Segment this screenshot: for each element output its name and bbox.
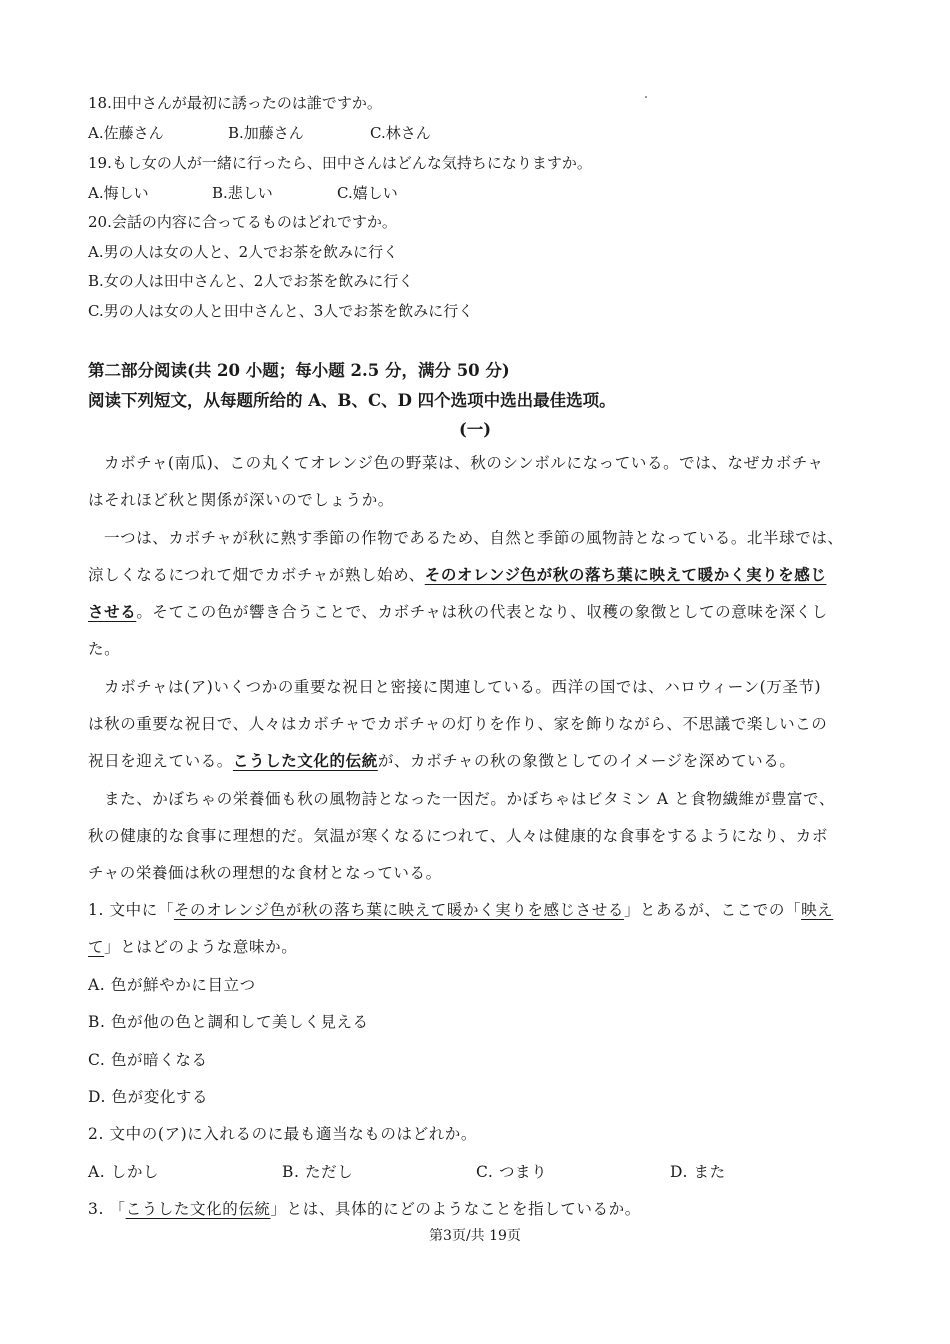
passage-p1-line2: はそれほど秋と関係が深いのでしょうか。 bbox=[88, 491, 394, 509]
rq3-stem: 3. 「こうした文化的伝統」とは、具体的にどのようなことを指しているか。 bbox=[88, 1200, 641, 1218]
passage-p3-line1: カボチャは(ア)いくつかの重要な祝日と密接に関連している。西洋の国では、ハロウィーン(万圣节) bbox=[104, 678, 822, 696]
passage-p1-line1: カボチャ(南瓜)、この丸くてオレンジ色の野菜は、秋のシンボルになっている。では、なぜカボチャ bbox=[104, 454, 824, 472]
passage-p2-line3: させる。そてこの色が響き合うことで、カボチャは秋の代表となり、収穫の象徴としての意味を深くし bbox=[88, 602, 828, 621]
q20-option-a: A.男の人は女の人と、2人でお茶を飲みに行く bbox=[88, 243, 399, 261]
passage-p3-line2: は秋の重要な祝日で、人々はカボチャでカボチャの灯りを作り、家を飾りながら、不思議で楽しいこの bbox=[88, 715, 828, 733]
rq1-option-c: C. 色が暗くなる bbox=[88, 1051, 208, 1069]
q20-option-c: C.男の人は女の人と田中さんと、3人でお茶を飲みに行く bbox=[88, 302, 474, 320]
q19-option-a: A.悔しい bbox=[88, 184, 149, 202]
rq2-option-b: B. ただし bbox=[282, 1163, 354, 1181]
q19-option-c: C.嬉しい bbox=[337, 184, 398, 202]
q18-option-c: C.林さん bbox=[370, 124, 431, 142]
q19-stem: 19.もし女の人が一緒に行ったら、田中さんはどんな気持ちになりますか。 bbox=[88, 154, 592, 172]
page-footer: 第3页/共 19页 bbox=[429, 1228, 521, 1244]
rq1-option-b: B. 色が他の色と調和して美しく見える bbox=[88, 1013, 369, 1031]
q20-stem: 20.会話の内容に合ってるものはどれですか。 bbox=[88, 213, 397, 231]
passage-number: (一) bbox=[458, 420, 492, 439]
rq2-stem: 2. 文中の(ア)に入れるのに最も適当なものはどれか。 bbox=[88, 1125, 478, 1143]
rq2-option-d: D. また bbox=[670, 1163, 726, 1181]
q18-option-a: A.佐藤さん bbox=[88, 124, 164, 142]
q18-stem: 18.田中さんが最初に誘ったのは誰ですか。 bbox=[88, 94, 382, 112]
rq2-option-c: C. つまり bbox=[476, 1163, 548, 1181]
rq2-option-a: A. しかし bbox=[88, 1163, 160, 1181]
passage-p2-line2: 涼しくなるにつれて畑でカボチャが熟し始め、そのオレンジ色が秋の落ち葉に映えて暖かく実りを感じ bbox=[88, 565, 827, 584]
rq1-stem-line1: 1. 文中に「そのオレンジ色が秋の落ち葉に映えて暖かく実りを感じさせる」とあるが、ここでの「映え bbox=[88, 901, 834, 919]
q18-option-b: B.加藤さん bbox=[228, 124, 304, 142]
underlined-phrase: そのオレンジ色が秋の落ち葉に映えて暖かく実りを感じ bbox=[424, 565, 827, 584]
passage-p3-line3: 祝日を迎えている。こうした文化的伝統が、カボチャの秋の象徴としてのイメージを深めている。 bbox=[88, 751, 796, 770]
section-instruction: 阅读下列短文，从每题所给的 A、B、C、D 四个选项中选出最佳选项。 bbox=[88, 391, 616, 410]
scan-speck bbox=[645, 96, 647, 98]
passage-p2-line4: た。 bbox=[88, 640, 121, 658]
rq1-stem-line2: て」とはどのような意味か。 bbox=[88, 938, 298, 956]
section-title: 第二部分阅读(共 20 小题；每小题 2.5 分，满分 50 分) bbox=[88, 361, 510, 380]
underlined-phrase-cont: させる bbox=[88, 602, 137, 621]
passage-p4-line1: また、かぼちゃの栄養価も秋の風物詩となった一因だ。かぼちゃはビタミン A と食物繊維が豊富で、 bbox=[104, 790, 835, 808]
rq1-option-d: D. 色が変化する bbox=[88, 1088, 209, 1106]
underlined-cultural-tradition: こうした文化的伝統 bbox=[232, 751, 378, 770]
q19-option-b: B.悲しい bbox=[212, 184, 273, 202]
q20-option-b: B.女の人は田中さんと、2人でお茶を飲みに行く bbox=[88, 272, 414, 290]
passage-p4-line3: チャの栄養価は秋の理想的な食材となっている。 bbox=[88, 864, 442, 882]
passage-p2-line1: 一つは、カボチャが秋に熟す季節の作物であるため、自然と季節の風物詩となっている。北半球では、 bbox=[104, 529, 844, 547]
passage-p4-line2: 秋の健康的な食事に理想的だ。気温が寒くなるにつれて、人々は健康的な食事をするようになり、カボ bbox=[88, 827, 828, 845]
rq1-option-a: A. 色が鮮やかに目立つ bbox=[88, 976, 256, 994]
